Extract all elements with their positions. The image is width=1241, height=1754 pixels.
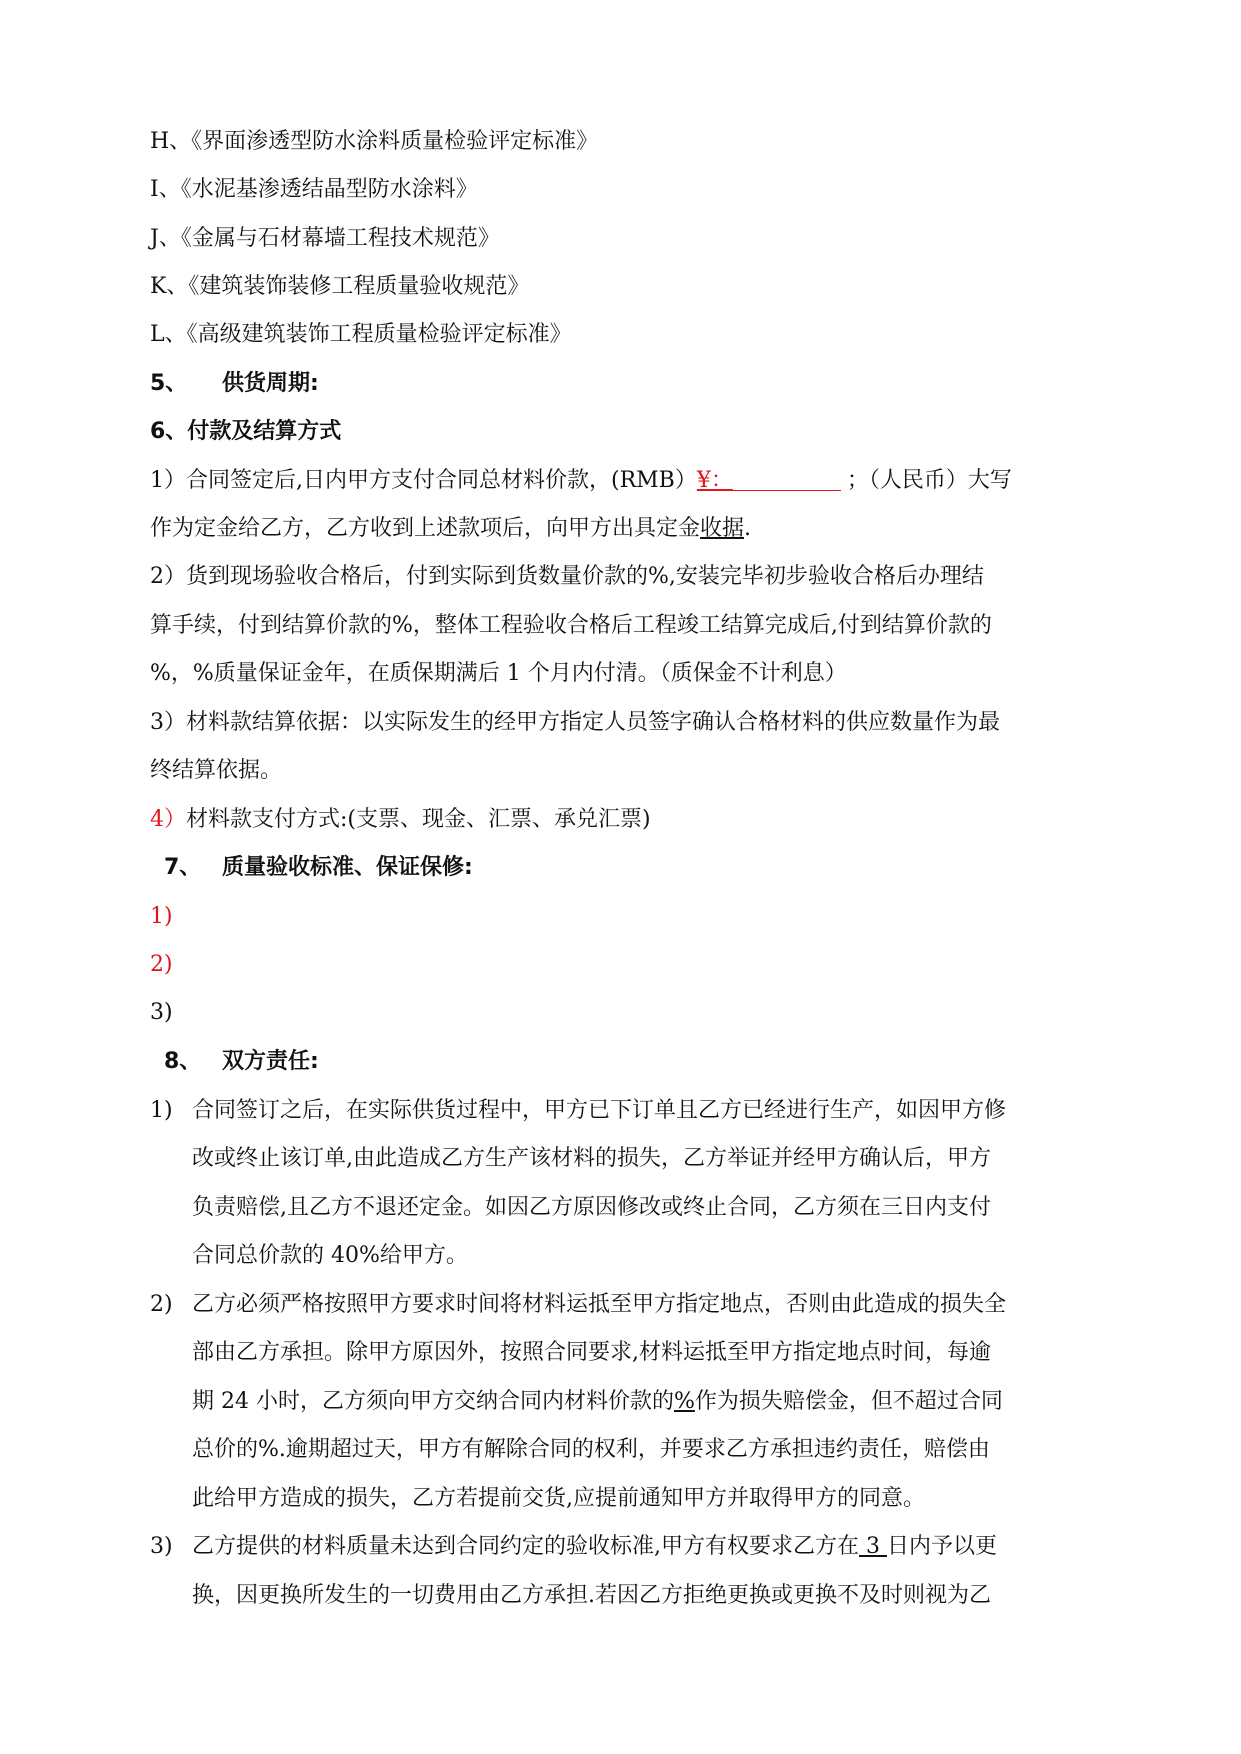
standard-item-j: J、《金属与石材幕墙工程技术规范》 bbox=[150, 226, 500, 251]
deposit-amount-field: ¥： bbox=[696, 468, 733, 493]
standard-item-h: H、《界面渗透型防水涂料质量检验评定标准》 bbox=[150, 129, 599, 154]
quality-item-3: 3) bbox=[150, 1000, 173, 1025]
responsibility-1-number: 1) bbox=[150, 1098, 173, 1123]
payment-clause-3-line-2: 终结算依据。 bbox=[150, 758, 283, 783]
standard-item-l: L、《高级建筑装饰工程质量检验评定标准》 bbox=[150, 322, 572, 347]
payment-clause-2-line-2: 算手续，付到结算价款的%，整体工程验收合格后工程竣工结算完成后,付到结算价款的 bbox=[150, 613, 992, 638]
responsibility-1-line-2: 改或终止该订单,由此造成乙方生产该材料的损失，乙方举证并经甲方确认后，甲方 bbox=[192, 1146, 991, 1171]
payment-clause-2-line-3: %，%质量保证金年，在质保期满后 1 个月内付清。（质保金不计利息） bbox=[150, 661, 847, 686]
replacement-days-blank: 3 bbox=[859, 1534, 887, 1559]
standard-item-k: K、《建筑装饰装修工程质量验收规范》 bbox=[150, 274, 530, 299]
section-5-title: 供货周期: bbox=[222, 371, 319, 396]
section-8-title: 双方责任: bbox=[222, 1049, 319, 1074]
section-7-number: 7、 bbox=[164, 855, 202, 880]
section-5-number: 5、 bbox=[150, 371, 188, 396]
quality-item-1: 1) bbox=[150, 904, 173, 929]
receipt-term: 收据 bbox=[700, 516, 745, 541]
responsibility-1-line-3: 负责赔偿,且乙方不退还定金。如因乙方原因修改或终止合同，乙方须在三日内支付 bbox=[192, 1195, 991, 1220]
payment-clause-1-text-c: 作为定金给乙方，乙方收到上述款项后，向甲方出具定金 bbox=[150, 516, 701, 541]
section-7-title: 质量验收标准、保证保修: bbox=[222, 855, 473, 880]
section-6-title: 6、付款及结算方式 bbox=[150, 419, 342, 444]
payment-clause-1-line-1 bbox=[150, 466, 1012, 496]
responsibility-3-line-2: 换，因更换所发生的一切费用由乙方承担.若因乙方拒绝更换或更换不及时则视为乙 bbox=[192, 1583, 991, 1608]
payment-clause-1-text-b: ；（人民币）大写 bbox=[846, 468, 1012, 493]
standard-item-i: I、《水泥基渗透结晶型防水涂料》 bbox=[150, 177, 478, 202]
responsibility-2-line-2: 部由乙方承担。除甲方原因外，按照合同要求,材料运抵至甲方指定地点时间，每逾 bbox=[192, 1340, 991, 1365]
responsibility-2-line-3-a: 期 24 小时，乙方须向甲方交纳合同内材料价款的 bbox=[192, 1389, 674, 1414]
payment-clause-2-line-1: 2）货到现场验收合格后，付到实际到货数量价款的%,安装完毕初步验收合格后办理结 bbox=[150, 564, 984, 589]
deposit-amount-blank bbox=[733, 468, 841, 491]
payment-clause-1-text: 1）合同签定后,日内甲方支付合同总材料价款，(RMB） bbox=[150, 468, 697, 493]
responsibility-2-line-5: 此给甲方造成的损失，乙方若提前交货,应提前通知甲方并取得甲方的同意。 bbox=[192, 1486, 925, 1511]
responsibility-2-number: 2) bbox=[150, 1292, 173, 1317]
responsibility-2-line-3 bbox=[192, 1387, 1003, 1417]
responsibility-1-line-4: 合同总价款的 40%给甲方。 bbox=[192, 1243, 468, 1268]
period: . bbox=[744, 516, 752, 541]
quality-item-2: 2) bbox=[150, 952, 173, 977]
responsibility-3-number: 3) bbox=[150, 1534, 173, 1559]
payment-clause-4-text: 材料款支付方式:(支票、现金、汇票、承兑汇票) bbox=[186, 807, 651, 832]
responsibility-2-line-1: 乙方必须严格按照甲方要求时间将材料运抵至甲方指定地点，否则由此造成的损失全 bbox=[192, 1292, 1007, 1317]
penalty-percent-blank: % bbox=[673, 1389, 695, 1414]
responsibility-1-line-1: 合同签订之后，在实际供货过程中，甲方已下订单且乙方已经进行生产，如因甲方修 bbox=[192, 1098, 1007, 1123]
payment-clause-1-line-2 bbox=[150, 514, 751, 544]
responsibility-2-line-4: 总价的%.逾期超过天，甲方有解除合同的权利，并要求乙方承担违约责任，赔偿由 bbox=[192, 1437, 990, 1462]
payment-clause-3-line-1: 3）材料款结算依据：以实际发生的经甲方指定人员签字确认合格材料的供应数量作为最 bbox=[150, 710, 1000, 735]
payment-clause-4-number: 4） bbox=[150, 807, 186, 832]
responsibility-3-line-1-a: 乙方提供的材料质量未达到合同约定的验收标准,甲方有权要求乙方在 bbox=[192, 1534, 859, 1559]
payment-clause-4 bbox=[150, 805, 651, 835]
responsibility-3-line-1 bbox=[192, 1532, 997, 1562]
section-8-number: 8、 bbox=[164, 1049, 202, 1074]
responsibility-3-line-1-b: 日内予以更 bbox=[886, 1534, 997, 1559]
responsibility-2-line-3-b: 作为损失赔偿金，但不超过合同 bbox=[694, 1389, 1003, 1414]
